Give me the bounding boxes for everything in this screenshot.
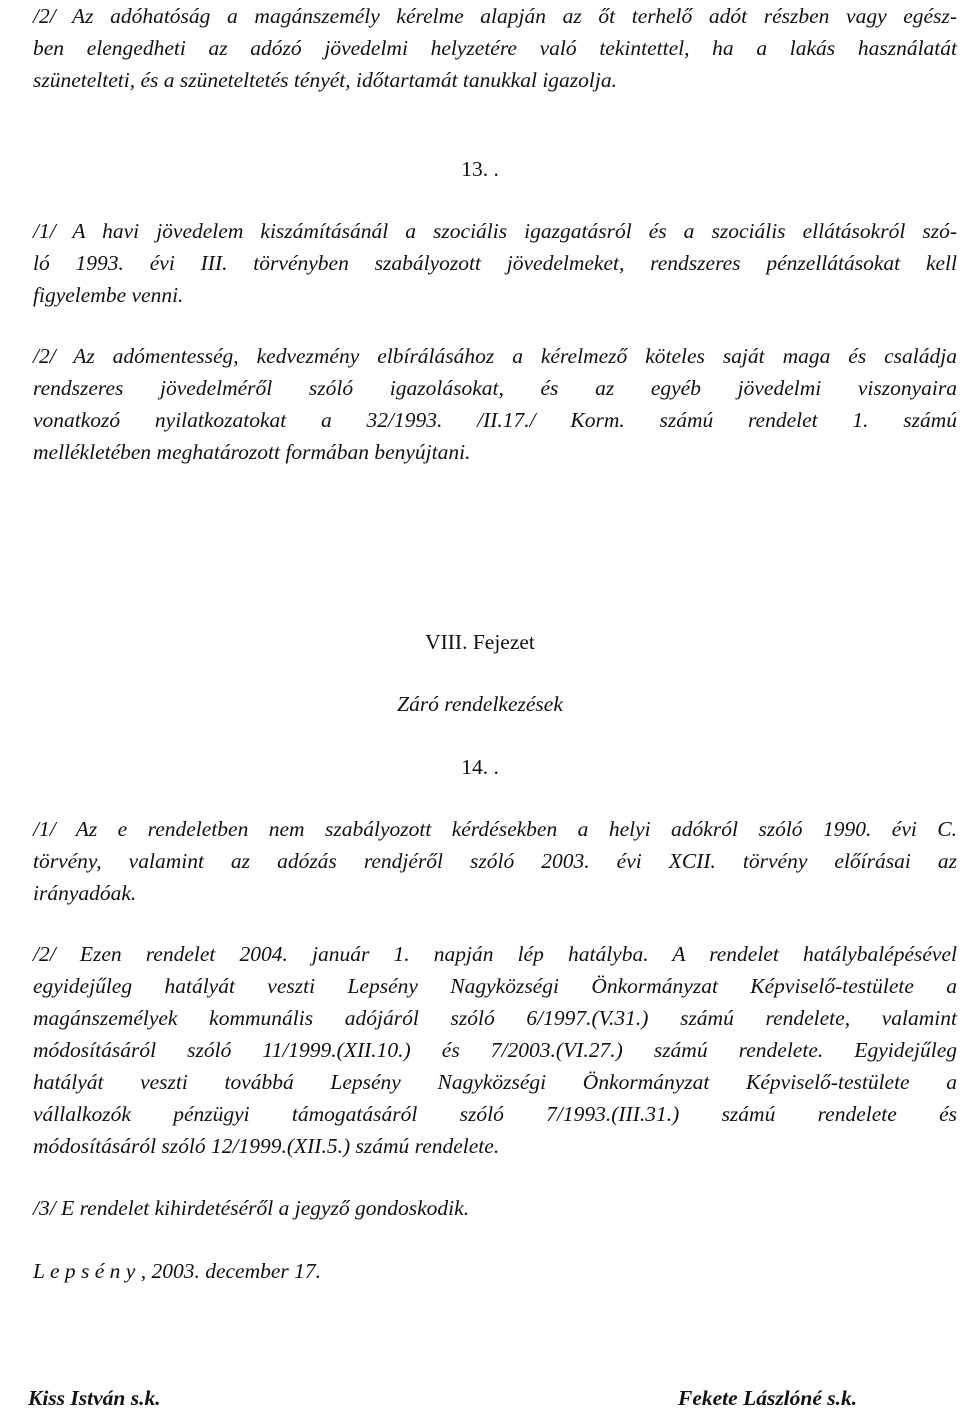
section-14-paragraph-1 (33, 813, 957, 909)
text-line: vonatkozó nyilatkozatokat a 32/1993. /II.17./ Korm. számú rendelet 1. számú (33, 408, 957, 432)
section-13-paragraph-1 (33, 215, 957, 311)
text-line: ben elengedheti az adózó jövedelmi helyzetére való tekintettel, ha a lakás használatát (33, 36, 957, 60)
text-line: vállalkozók pénzügyi támogatásáról szóló 7/1993.(III.31.) számú rendelete és (33, 1102, 957, 1126)
chapter-title: Záró rendelkezések (397, 692, 563, 716)
text-line: /2/ Az adóhatóság a magánszemély kérelme alapján az őt terhelő adót részben vagy egész- (33, 4, 957, 28)
text-line: /1/ Az e rendeletben nem szabályozott kérdésekben a helyi adókról szóló 1990. évi C. (33, 817, 957, 841)
signatory-left: Kiss István s.k. (28, 1386, 161, 1410)
text-line: magánszemélyek kommunális adójáról szóló 6/1997.(V.31.) számú rendelete, valamint (33, 1006, 957, 1030)
text-line: /2/ Az adómentesség, kedvezmény elbírálásához a kérelmező köteles saját maga és családja (33, 344, 957, 368)
section-13-heading: 13. . (461, 157, 499, 181)
text-line: hatályát veszti továbbá Lepsény Nagyközségi Önkormányzat Képviselő-testülete a (33, 1070, 957, 1094)
text-line: módosításáról szóló 11/1999.(XII.10.) és 7/2003.(VI.27.) számú rendelete. Egyidejűleg (33, 1038, 957, 1062)
section-14-paragraph-3: /3/ E rendelet kihirdetéséről a jegyző gondoskodik. (33, 1196, 470, 1220)
section-12-paragraph-2 (33, 0, 957, 96)
text-line: irányadóak. (33, 881, 137, 905)
text-line: ló 1993. évi III. törvényben szabályozott jövedelmeket, rendszeres pénzellátásokat kell (33, 251, 957, 275)
text-line: rendszeres jövedelméről szóló igazolásokat, és az egyéb jövedelmi viszonyaira (33, 376, 957, 400)
place-and-date: L e p s é n y , 2003. december 17. (33, 1259, 322, 1283)
text-line: /1/ A havi jövedelem kiszámításánál a szociális igazgatásról és a szociális ellátásokról szó- (33, 219, 957, 243)
section-13-paragraph-2 (33, 340, 957, 468)
section-14-heading: 14. . (461, 755, 499, 779)
text-line: egyidejűleg hatályát veszti Lepsény Nagyközségi Önkormányzat Képviselő-testülete a (33, 974, 957, 998)
signatory-right: Fekete Lászlóné s.k. (678, 1386, 858, 1410)
text-line: módosításáról szóló 12/1999.(XII.5.) számú rendelete. (33, 1134, 500, 1158)
chapter-number: VIII. Fejezet (425, 630, 535, 654)
text-line: /2/ Ezen rendelet 2004. január 1. napján lép hatályba. A rendelet hatálybalépésével (33, 942, 957, 966)
text-line: szünetelteti, és a szüneteltetés tényét, időtartamát tanukkal igazolja. (33, 68, 617, 92)
text-line: figyelembe venni. (33, 283, 184, 307)
text-line: törvény, valamint az adózás rendjéről szóló 2003. évi XCII. törvény előírásai az (33, 849, 957, 873)
section-14-paragraph-2 (33, 938, 957, 1162)
text-line: mellékletében meghatározott formában benyújtani. (33, 440, 471, 464)
